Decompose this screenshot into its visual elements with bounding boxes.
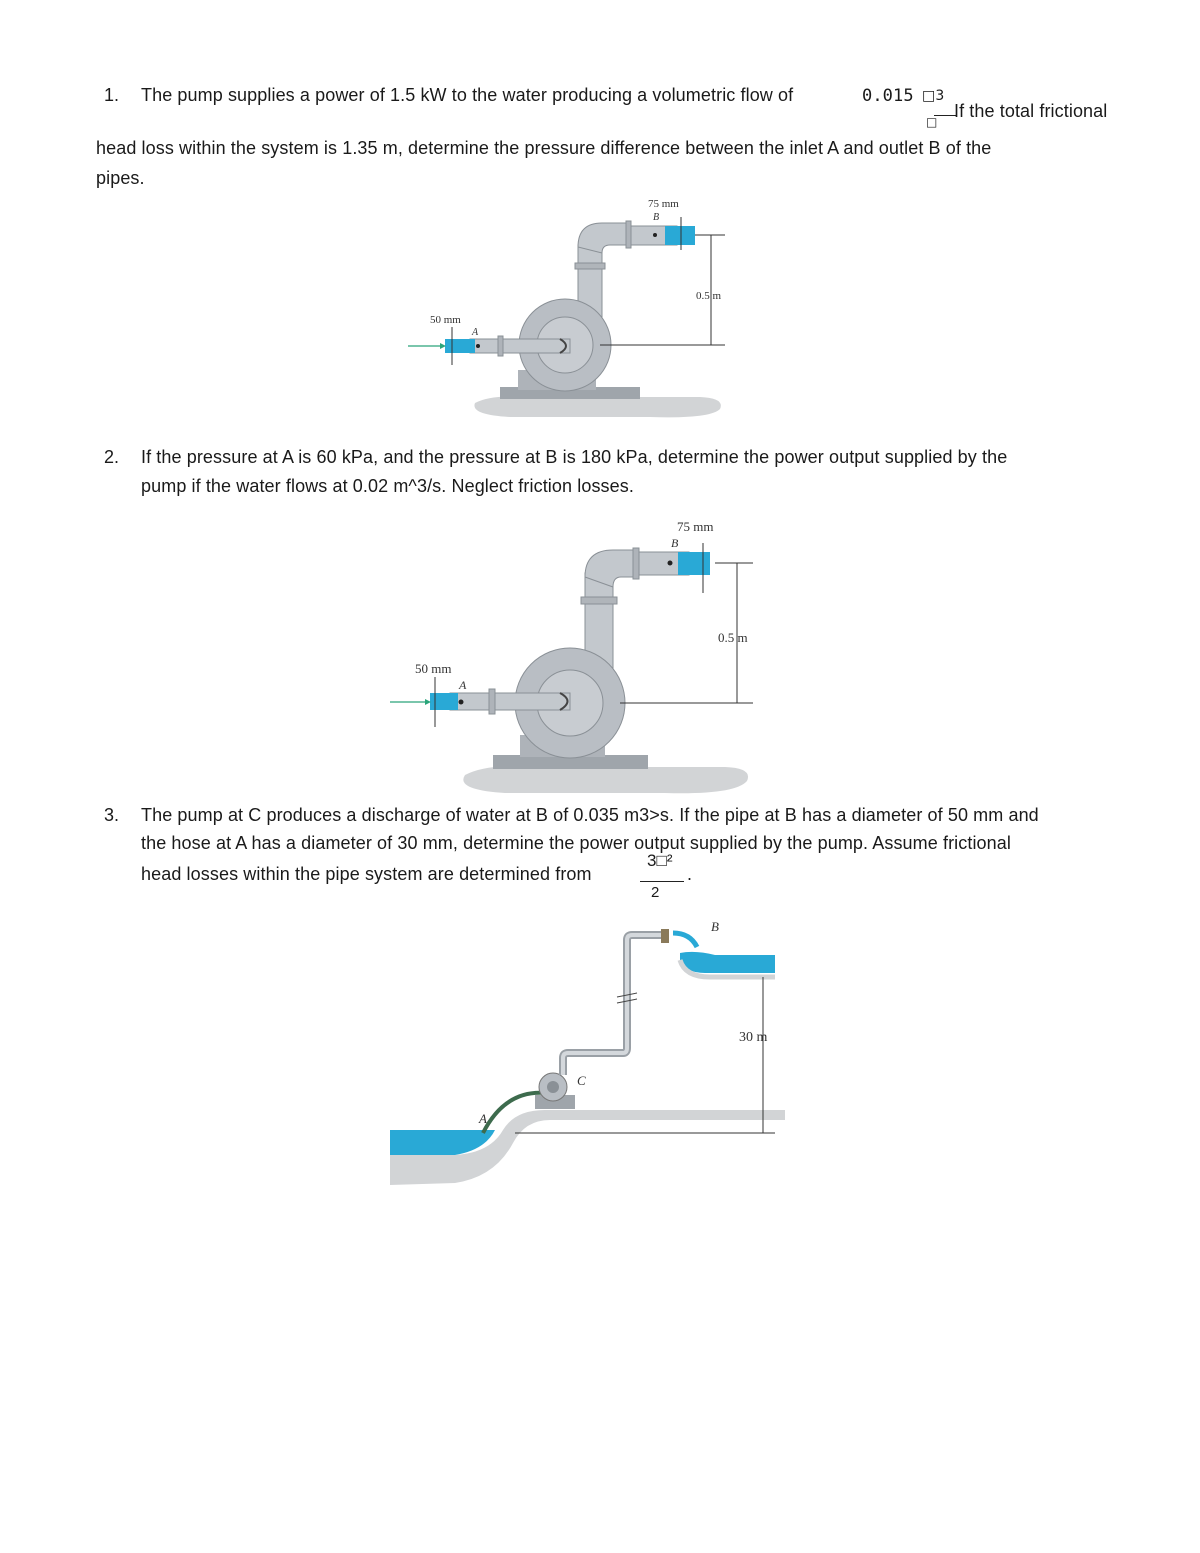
question-text-line: the hose at A has a diameter of 30 mm, determine the power output supplied by the pump. Assume frictional bbox=[141, 833, 1011, 853]
question-number: 1. bbox=[104, 85, 120, 105]
pump-figure-1 bbox=[400, 195, 740, 420]
question-text-line: head losses within the pipe system are determined from bbox=[141, 864, 592, 884]
inlet-label: A bbox=[479, 1111, 487, 1126]
question-text-line: The pump supplies a power of 1.5 kW to the water producing a volumetric flow of bbox=[141, 85, 794, 105]
inlet-water bbox=[430, 693, 458, 710]
question-text-line: If the pressure at A is 60 kPa, and the pressure at B is 180 kPa, determine the power output supplied by the bbox=[141, 447, 1008, 467]
inlet-label: A bbox=[459, 678, 467, 692]
ground bbox=[463, 767, 748, 794]
pump-label: C bbox=[577, 1073, 586, 1088]
fraction-bar bbox=[640, 881, 684, 882]
height-label: 30 m bbox=[739, 1030, 768, 1045]
inlet-diameter-label: 50 mm bbox=[430, 314, 461, 326]
question-text-line: The pump at C produces a discharge of water at B of 0.035 m3>s. If the pipe at B has a diameter of 50 mm and bbox=[141, 805, 1039, 825]
fraction-numerator: 3□² bbox=[647, 851, 673, 870]
inlet-label: A bbox=[472, 327, 479, 338]
height-label: 0.5 m bbox=[696, 290, 722, 302]
flow-value: 0.015 bbox=[862, 86, 914, 106]
question-text-line: pipes. bbox=[96, 168, 145, 188]
outlet-water bbox=[665, 226, 695, 245]
inlet-pipe bbox=[470, 339, 570, 353]
question-number: 2. bbox=[104, 447, 120, 467]
outlet-diameter-label: 75 mm bbox=[677, 519, 714, 534]
inlet-diameter-label: 50 mm bbox=[415, 661, 452, 676]
ground bbox=[474, 397, 720, 418]
question-number: 3. bbox=[104, 805, 120, 825]
inlet-water bbox=[445, 339, 475, 353]
question-text-line: If the total frictional bbox=[954, 101, 1108, 121]
unit-denominator: □ bbox=[926, 115, 938, 129]
height-label: 0.5 m bbox=[718, 630, 748, 645]
question-text-line: pump if the water flows at 0.02 m^3/s. Neglect friction losses. bbox=[141, 476, 634, 496]
outlet-water-jet bbox=[673, 933, 697, 947]
fraction-bar bbox=[934, 115, 956, 116]
upper-reservoir-water bbox=[680, 952, 775, 973]
fraction-period: . bbox=[687, 864, 693, 884]
fraction-denominator: 2 bbox=[651, 884, 660, 901]
outlet-water bbox=[678, 552, 710, 575]
outlet-label: B bbox=[653, 212, 660, 223]
pump-system-figure-3 bbox=[385, 915, 785, 1200]
inlet-pipe bbox=[450, 693, 570, 710]
question-text-line: head loss within the system is 1.35 m, determine the pressure difference between the inlet A and outlet B of the bbox=[96, 138, 992, 158]
outlet-label: B bbox=[711, 919, 719, 934]
outlet-diameter-label: 75 mm bbox=[648, 198, 679, 210]
unit-numerator: □3 bbox=[922, 88, 945, 104]
outlet-label: B bbox=[671, 536, 679, 550]
pump-figure-2 bbox=[385, 515, 770, 800]
